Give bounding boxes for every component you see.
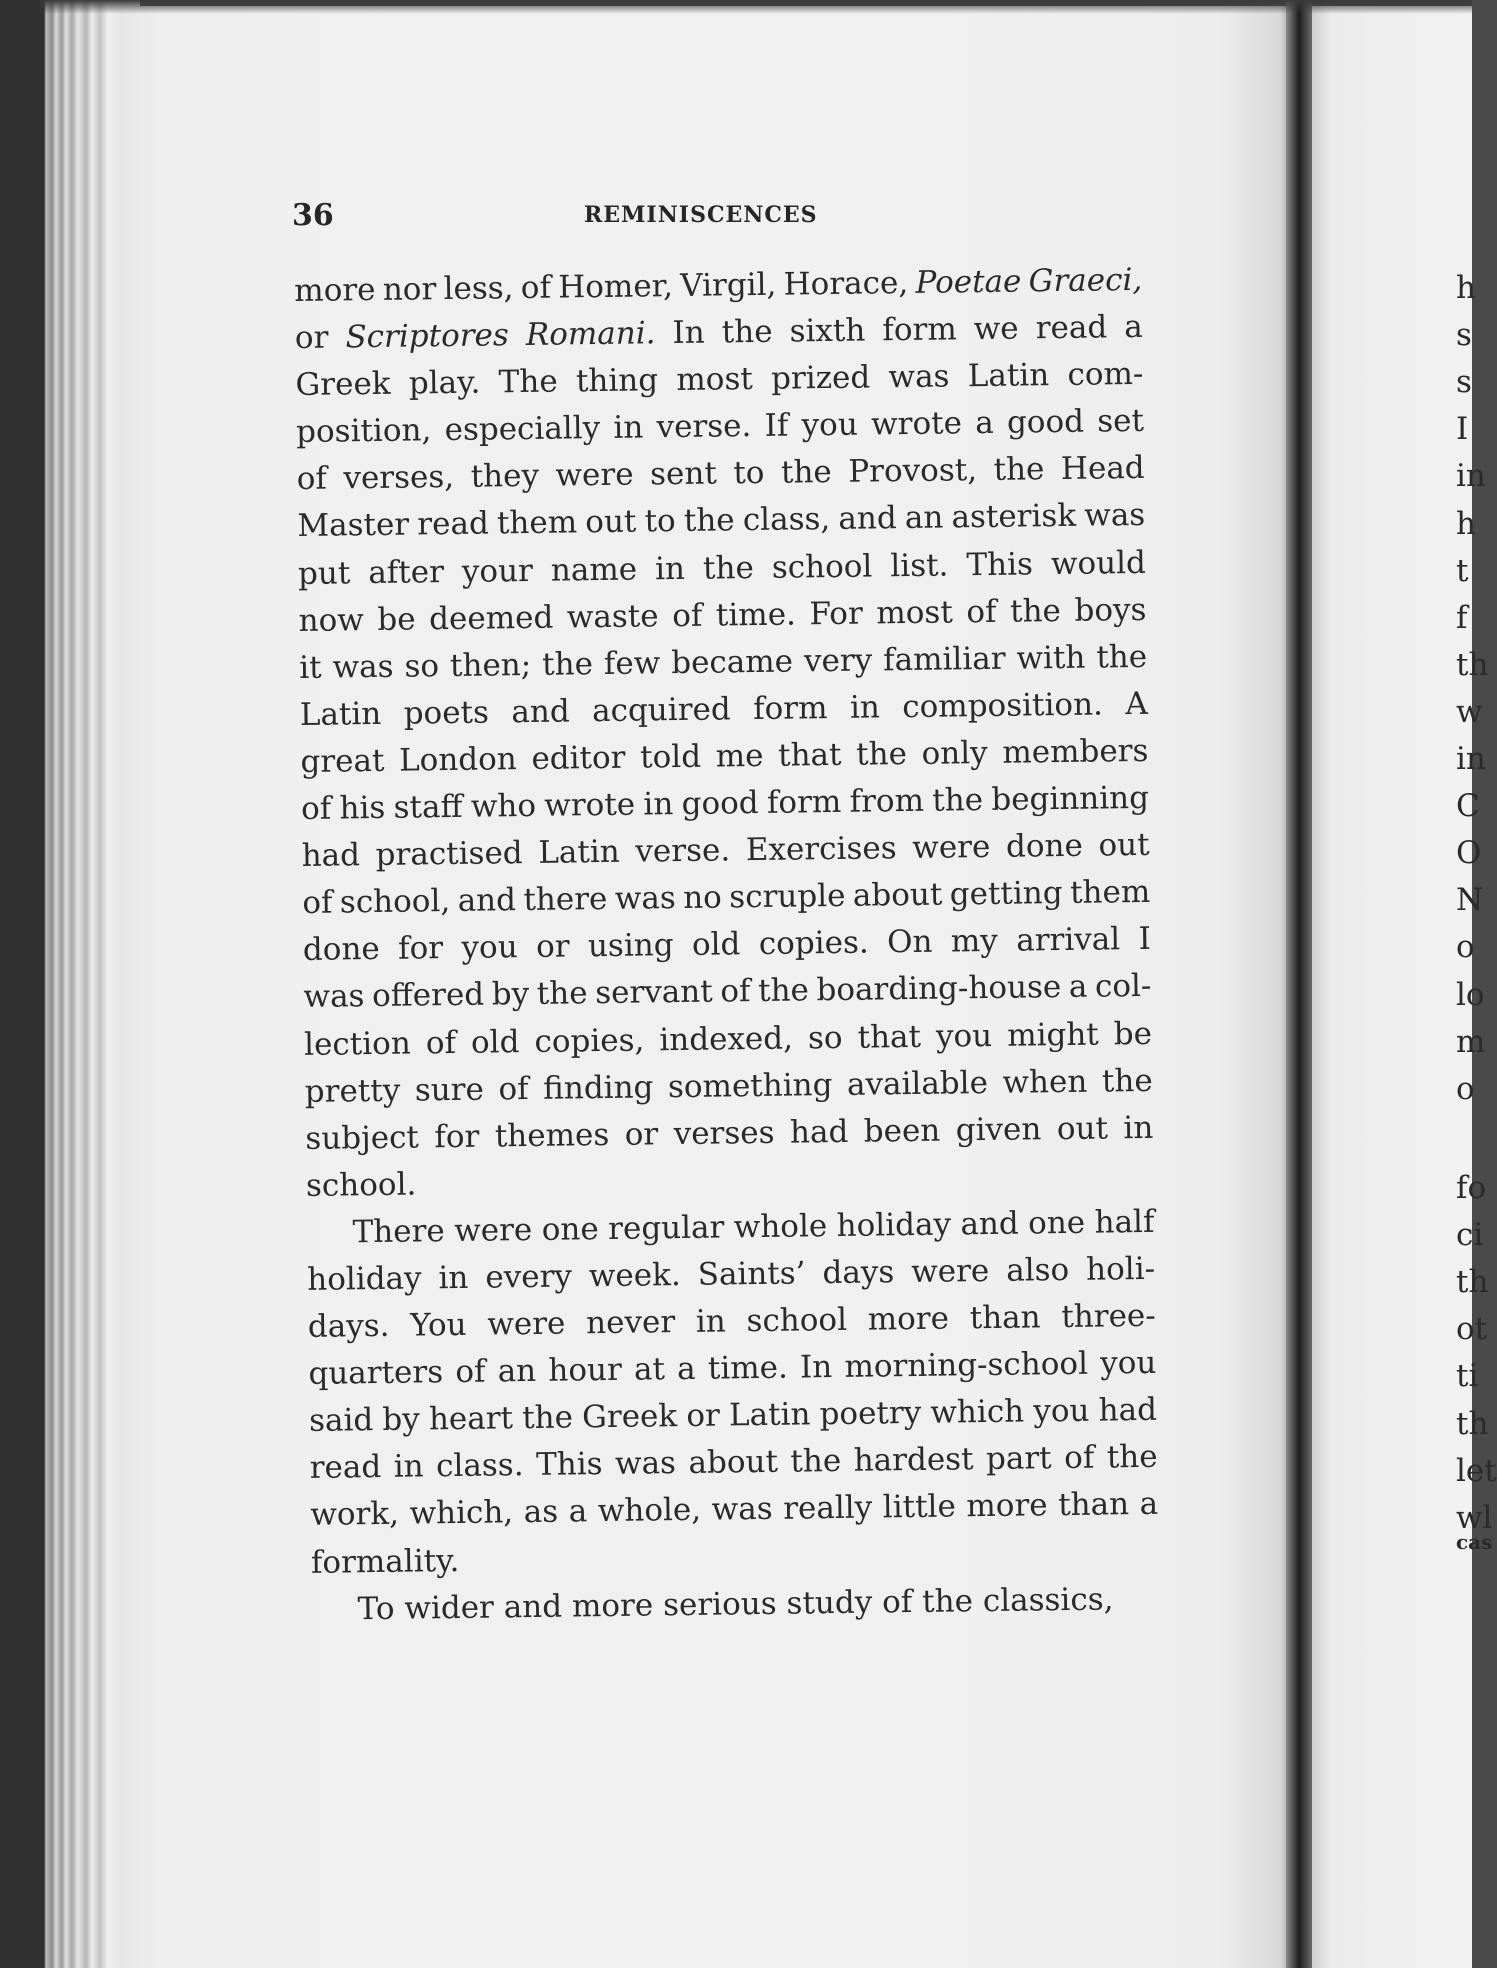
body-text	[294, 257, 1160, 1634]
text-line: put after your name in the school list. This would	[297, 544, 1147, 592]
facing-page-fragment: th	[1456, 646, 1489, 683]
page-number: 36	[292, 198, 334, 233]
facing-page-fragment: fo	[1456, 1170, 1487, 1206]
facing-page-fragment: in	[1456, 458, 1486, 495]
facing-page-fragment: C	[1456, 788, 1480, 825]
text-line: school.	[305, 1166, 417, 1204]
facing-page-fragment: m	[1456, 1023, 1486, 1060]
running-title: REMINISCENCES	[584, 202, 818, 228]
facing-page-fragment: I	[1456, 411, 1469, 448]
running-head	[292, 198, 832, 238]
facing-page-fragment: ot	[1456, 1311, 1488, 1348]
text-line: pretty sure of finding something available when the	[304, 1062, 1153, 1110]
text-line: lection of old copies, indexed, so that you might be	[303, 1015, 1153, 1063]
text-line: Latin poets and acquired form in composition. A	[299, 685, 1148, 733]
text-line: had practised Latin verse. Exercises were done out	[301, 826, 1150, 875]
facing-page-fragment: cas	[1456, 1530, 1493, 1554]
facing-page-fragment: o	[1456, 1070, 1475, 1107]
text-line: of his staff who wrote in good form from the beginning	[300, 779, 1150, 827]
text-line: read in class. This was about the hardest part of the	[309, 1439, 1158, 1487]
text-line: said by heart the Greek or Latin poetry which you had	[308, 1392, 1158, 1440]
facing-page-fragment: h	[1456, 505, 1476, 542]
text-line: done for you or using old copies. On my arrival I	[302, 921, 1152, 969]
text-line: it was so then; the few became very familiar with the	[298, 638, 1148, 686]
text-line: To wider and more serious study of the classics,	[357, 1581, 1114, 1627]
text-line: or Scriptores Romani. In the sixth form we read a	[294, 308, 1143, 357]
book-gutter	[1286, 0, 1312, 1968]
top-shadow	[40, 0, 1472, 14]
text-line: Master read them out to the class, and an asterisk was	[297, 497, 1146, 545]
facing-page-fragment: wl	[1456, 1499, 1493, 1536]
text-line: formality.	[310, 1542, 460, 1581]
facing-page-fragment: N	[1456, 882, 1484, 919]
text-line: days. You were never in school more than three-	[307, 1297, 1156, 1345]
book-page-edges	[0, 0, 140, 1968]
facing-page-fragment: h	[1456, 270, 1476, 306]
facing-page-fragment: O	[1456, 835, 1482, 872]
facing-page-fragment: in	[1456, 741, 1486, 777]
text-line: now be deemed waste of time. For most of the boys	[298, 591, 1147, 639]
text-line: There were one regular whole holiday and one half	[352, 1203, 1155, 1251]
text-line: subject for themes or verses had been given out in	[305, 1109, 1154, 1157]
text-line: position, especially in verse. If you wrote a good set	[295, 403, 1145, 451]
facing-page-fragment: t	[1456, 552, 1469, 589]
text-line: great London editor told me that the only members	[300, 732, 1149, 780]
text-line: of verses, they were sent to the Provost, the Head	[296, 450, 1145, 498]
text-line: work, which, as a whole, was really little more than a	[310, 1486, 1159, 1534]
text-line: was offered by the servant of the boarding-house a col-	[303, 968, 1152, 1016]
facing-page-fragment: s	[1456, 364, 1472, 401]
text-line: more nor less, of Homer, Virgil, Horace, Poetae Graeci,	[294, 261, 1143, 309]
facing-page-fragment: f	[1456, 599, 1468, 636]
facing-page-fragment: let	[1456, 1452, 1497, 1489]
facing-page-fragment: th	[1456, 1405, 1489, 1442]
facing-page-fragment: o	[1456, 929, 1475, 966]
facing-page-fragment: ci	[1456, 1217, 1484, 1254]
facing-page-fragment: w	[1456, 693, 1483, 730]
facing-page-fragment: th	[1456, 1264, 1489, 1301]
right-page-edge	[1312, 6, 1472, 1968]
text-line: of school, and there was no scruple about getting them	[302, 874, 1151, 922]
text-line: holiday in every week. Saints’ days were also holi-	[307, 1250, 1156, 1298]
text-line: quarters of an hour at a time. In morning-school you	[308, 1344, 1157, 1393]
facing-page-fragment: lo	[1456, 976, 1485, 1013]
facing-page-fragment: s	[1456, 317, 1472, 354]
facing-page-fragment: ti	[1456, 1358, 1479, 1395]
text-line: Greek play. The thing most prized was Latin com-	[295, 356, 1144, 404]
